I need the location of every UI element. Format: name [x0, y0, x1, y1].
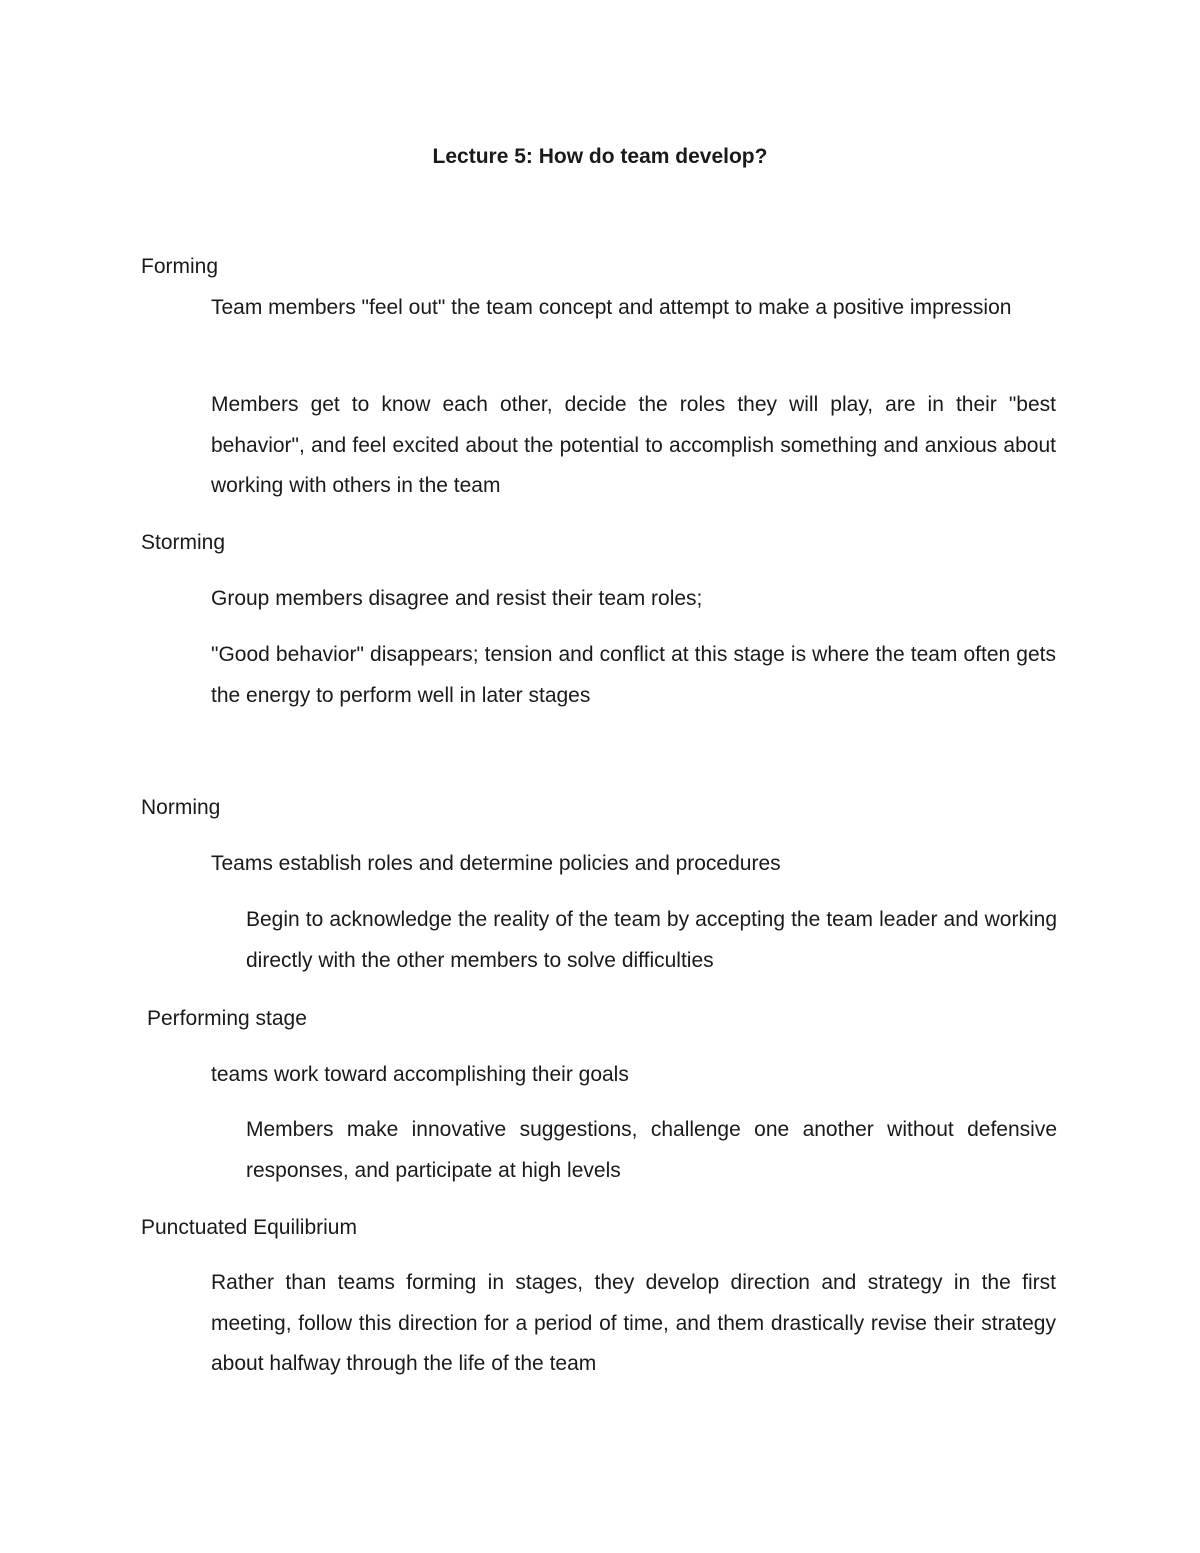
page-title: Lecture 5: How do team develop? — [432, 145, 768, 168]
performing-paragraph-2: Members make innovative suggestions, challenge one another without defensive responses, and participate at high levels — [246, 1118, 1057, 1182]
forming-paragraph-2: Members get to know each other, decide the roles they will play, are in their "best behavior", and feel excited about the potential to accomplish something and anxious about working with others in the team — [211, 393, 1056, 497]
section-heading-storming: Storming — [141, 531, 226, 554]
performing-paragraph-1: teams work toward accomplishing their goals — [211, 1063, 629, 1086]
section-heading-punctuated-equilibrium: Punctuated Equilibrium — [141, 1216, 357, 1239]
punctuated-equilibrium-paragraph-1: Rather than teams forming in stages, they develop direction and strategy in the first meeting, follow this direction for a period of time, and them drastically revise their strategy about halfway through the life of the team — [211, 1271, 1056, 1375]
section-heading-performing: Performing stage — [147, 1007, 307, 1030]
norming-paragraph-1: Teams establish roles and determine policies and procedures — [211, 852, 781, 875]
storming-paragraph-2: "Good behavior" disappears; tension and conflict at this stage is where the team often gets the energy to perform well in later stages — [211, 643, 1056, 707]
forming-paragraph-1: Team members "feel out" the team concept and attempt to make a positive impression — [211, 296, 1012, 319]
norming-paragraph-2: Begin to acknowledge the reality of the team by accepting the team leader and working directly with the other members to solve difficulties — [246, 908, 1057, 972]
section-heading-forming: Forming — [141, 255, 219, 278]
section-heading-norming: Norming — [141, 796, 221, 819]
storming-paragraph-1: Group members disagree and resist their team roles; — [211, 587, 703, 610]
